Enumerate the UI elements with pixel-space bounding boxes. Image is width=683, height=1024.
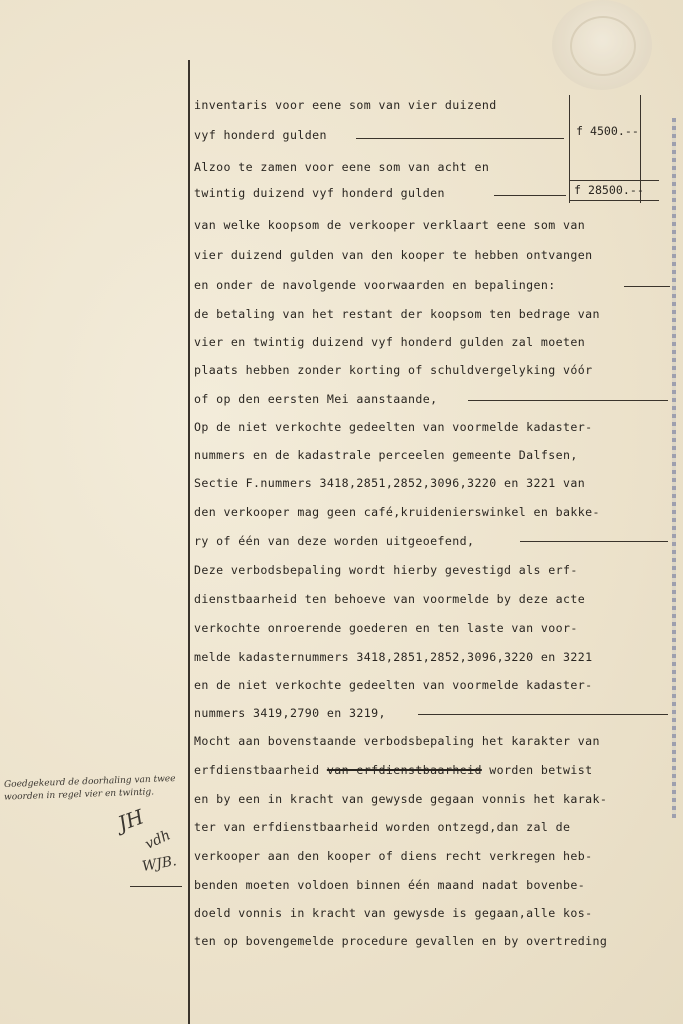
- fill-line: [356, 138, 564, 139]
- text-line: ter van erfdienstbaarheid worden ontzegd,dan zal de: [194, 820, 571, 834]
- initials-signature: WJB.: [140, 853, 178, 875]
- fill-line: [520, 541, 668, 542]
- text-line: en by een in kracht van gewysde gegaan vonnis het karak-: [194, 792, 608, 806]
- text-line: vier duizend gulden van den kooper te hebben ontvangen: [194, 248, 593, 262]
- text-line: plaats hebben zonder korting of schuldvergelyking vóór: [194, 363, 593, 377]
- text-line: verkooper aan den kooper of diens recht verkregen heb-: [194, 849, 593, 863]
- text-line: melde kadasternummers 3418,2851,2852,3096,3220 en 3221: [194, 650, 593, 664]
- fill-line: [418, 714, 668, 715]
- embossed-seal: [552, 0, 652, 90]
- fill-line: [468, 400, 668, 401]
- text-segment: worden betwist: [489, 763, 593, 777]
- binding-thread: [672, 118, 676, 818]
- text-line: Sectie F.nummers 3418,2851,2852,3096,3220 en 3221 van: [194, 476, 586, 490]
- margin-note-line: Goedgekeurd de doorhaling van twee: [3, 774, 176, 790]
- text-line: of op den eersten Mei aanstaande,: [194, 392, 438, 406]
- text-line: vyf honderd gulden: [194, 128, 327, 142]
- amount-column-left: [569, 95, 570, 203]
- fill-line: [494, 195, 566, 196]
- text-line: inventaris voor eene som van vier duizend: [194, 98, 497, 112]
- initials-signature: JH: [114, 804, 147, 836]
- text-line: Mocht aan bovenstaande verbodsbepaling het karakter van: [194, 734, 600, 748]
- text-line: Deze verbodsbepaling wordt hierby gevestigd als erf-: [194, 563, 578, 577]
- text-line-with-strike: [194, 763, 593, 777]
- amount-rule: [569, 200, 659, 201]
- text-line: den verkooper mag geen café,kruidenierswinkel en bakke-: [194, 505, 600, 519]
- text-line: doeld vonnis in kracht van gewysde is gegaan,alle kos-: [194, 906, 593, 920]
- text-line: nummers 3419,2790 en 3219,: [194, 706, 386, 720]
- amount-rule: [569, 180, 659, 181]
- text-line: ry of één van deze worden uitgeoefend,: [194, 534, 475, 548]
- margin-note-rule: [130, 886, 182, 887]
- amount-1: f 4500.--: [576, 124, 639, 138]
- struck-text: van erfdienstbaarheid: [326, 763, 482, 777]
- fill-line: [624, 286, 670, 287]
- text-line: nummers en de kadastrale perceelen gemeente Dalfsen,: [194, 448, 578, 462]
- text-line: twintig duizend vyf honderd gulden: [194, 186, 445, 200]
- text-line: verkochte onroerende goederen en ten laste van voor-: [194, 621, 578, 635]
- text-line: Alzoo te zamen voor eene som van acht en: [194, 160, 490, 174]
- text-line: de betaling van het restant der koopsom ten bedrage van: [194, 307, 600, 321]
- text-line: van welke koopsom de verkooper verklaart eene som van: [194, 218, 586, 232]
- text-line: dienstbaarheid ten behoeve van voormelde by deze acte: [194, 592, 586, 606]
- margin-note-line: woorden in regel vier en twintig.: [3, 787, 155, 803]
- text-line: Op de niet verkochte gedeelten van voormelde kadaster-: [194, 420, 593, 434]
- text-line: ten op bovengemelde procedure gevallen en by overtreding: [194, 934, 608, 948]
- text-segment: erfdienstbaarheid: [194, 763, 320, 777]
- initials-signature: vdh: [142, 827, 174, 853]
- margin-rule: [188, 60, 190, 1024]
- text-line: vier en twintig duizend vyf honderd gulden zal moeten: [194, 335, 586, 349]
- text-line: en de niet verkochte gedeelten van voormelde kadaster-: [194, 678, 593, 692]
- amount-2: f 28500.--: [574, 183, 644, 197]
- text-line: en onder de navolgende voorwaarden en bepalingen:: [194, 278, 556, 292]
- text-line: benden moeten voldoen binnen één maand nadat bovenbe-: [194, 878, 586, 892]
